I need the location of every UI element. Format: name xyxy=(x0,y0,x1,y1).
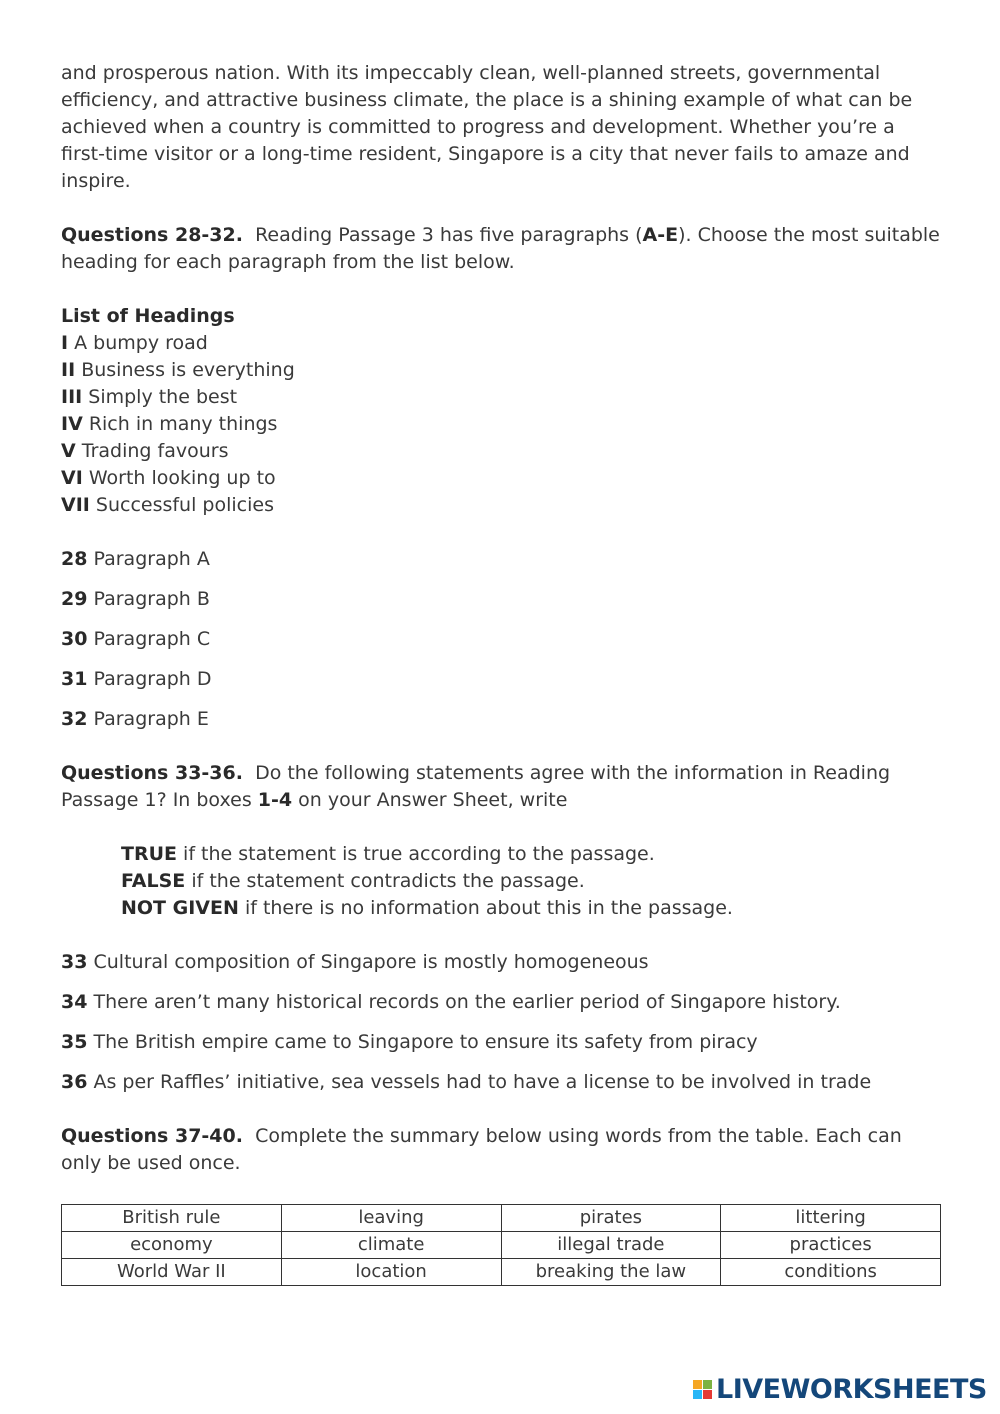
questions-37-40-instructions: Questions 37-40. Complete the summary below using words from the table. Each can only be used once. xyxy=(61,1125,902,1174)
paragraph-questions xyxy=(61,546,941,746)
table-cell: practices xyxy=(721,1232,941,1259)
table-cell: illegal trade xyxy=(501,1232,721,1259)
worksheet-page xyxy=(61,60,941,1286)
liveworksheets-logo-icon xyxy=(693,1380,712,1399)
heading-item: II Business is everything xyxy=(61,359,295,381)
heading-item: V Trading favours xyxy=(61,440,229,462)
table-cell: breaking the law xyxy=(501,1259,721,1286)
answer-option: FALSE if the statement contradicts the passage. xyxy=(121,870,585,892)
question-item: 32 Paragraph E xyxy=(61,708,209,730)
table-cell: economy xyxy=(62,1232,282,1259)
table-cell: conditions xyxy=(721,1259,941,1286)
questions-33-36-instructions: Questions 33-36. Do the following statements agree with the information in Reading Passage 1? In boxes 1-4 on your Answer Sheet, write xyxy=(61,762,891,811)
statement-item: 36 As per Raffles’ initiative, sea vessels had to have a license to be involved in trade xyxy=(61,1071,872,1093)
question-item: 28 Paragraph A xyxy=(61,548,210,570)
table-row xyxy=(62,1205,941,1232)
answer-options xyxy=(61,841,941,922)
heading-item: VI Worth looking up to xyxy=(61,467,276,489)
statement-questions xyxy=(61,949,941,1109)
statement-item: 34 There aren’t many historical records on the earlier period of Singapore history. xyxy=(61,991,841,1013)
logo-square xyxy=(693,1390,702,1399)
questions-28-32-label: Questions 28-32. xyxy=(61,224,243,246)
table-cell: World War II xyxy=(62,1259,282,1286)
heading-item: I A bumpy road xyxy=(61,332,208,354)
logo-square xyxy=(703,1390,712,1399)
heading-item: III Simply the best xyxy=(61,386,238,408)
table-cell: British rule xyxy=(62,1205,282,1232)
statement-item: 33 Cultural composition of Singapore is mostly homogeneous xyxy=(61,951,649,973)
questions-37-40-label: Questions 37-40. xyxy=(61,1125,243,1147)
statement-item: 35 The British empire came to Singapore to ensure its safety from piracy xyxy=(61,1031,758,1053)
table-cell: location xyxy=(281,1259,501,1286)
table-cell: littering xyxy=(721,1205,941,1232)
question-item: 31 Paragraph D xyxy=(61,668,212,690)
table-cell: climate xyxy=(281,1232,501,1259)
questions-33-36-label: Questions 33-36. xyxy=(61,762,243,784)
logo-square xyxy=(703,1380,712,1389)
logo-text: LIVEWORKSHEETS xyxy=(716,1374,987,1405)
answer-option: TRUE if the statement is true according to the passage. xyxy=(121,843,655,865)
table-row xyxy=(62,1259,941,1286)
list-of-headings xyxy=(61,303,941,519)
questions-28-32-instructions: Questions 28-32. Reading Passage 3 has five paragraphs (A-E). Choose the most suitable heading for each paragraph from the list below. xyxy=(61,224,940,273)
answer-option: NOT GIVEN if there is no information about this in the passage. xyxy=(121,897,733,919)
intro-paragraph: and prosperous nation. With its impeccably clean, well-planned streets, governmental efficiency, and attractive business climate, the place is a shining example of what can be achieved when a country is committed to progress and development. Whether you’re a first-time visitor or a long-time resident, Singapore is a city that never fails to amaze and inspire. xyxy=(61,62,913,192)
table-row xyxy=(62,1232,941,1259)
heading-item: IV Rich in many things xyxy=(61,413,278,435)
table-cell: leaving xyxy=(281,1205,501,1232)
logo-square xyxy=(693,1380,702,1389)
table-cell: pirates xyxy=(501,1205,721,1232)
headings-title: List of Headings xyxy=(61,305,235,327)
question-item: 29 Paragraph B xyxy=(61,588,210,610)
question-item: 30 Paragraph C xyxy=(61,628,211,650)
liveworksheets-logo[interactable] xyxy=(693,1374,987,1405)
heading-item: VII Successful policies xyxy=(61,494,274,516)
word-bank-table xyxy=(61,1204,941,1286)
